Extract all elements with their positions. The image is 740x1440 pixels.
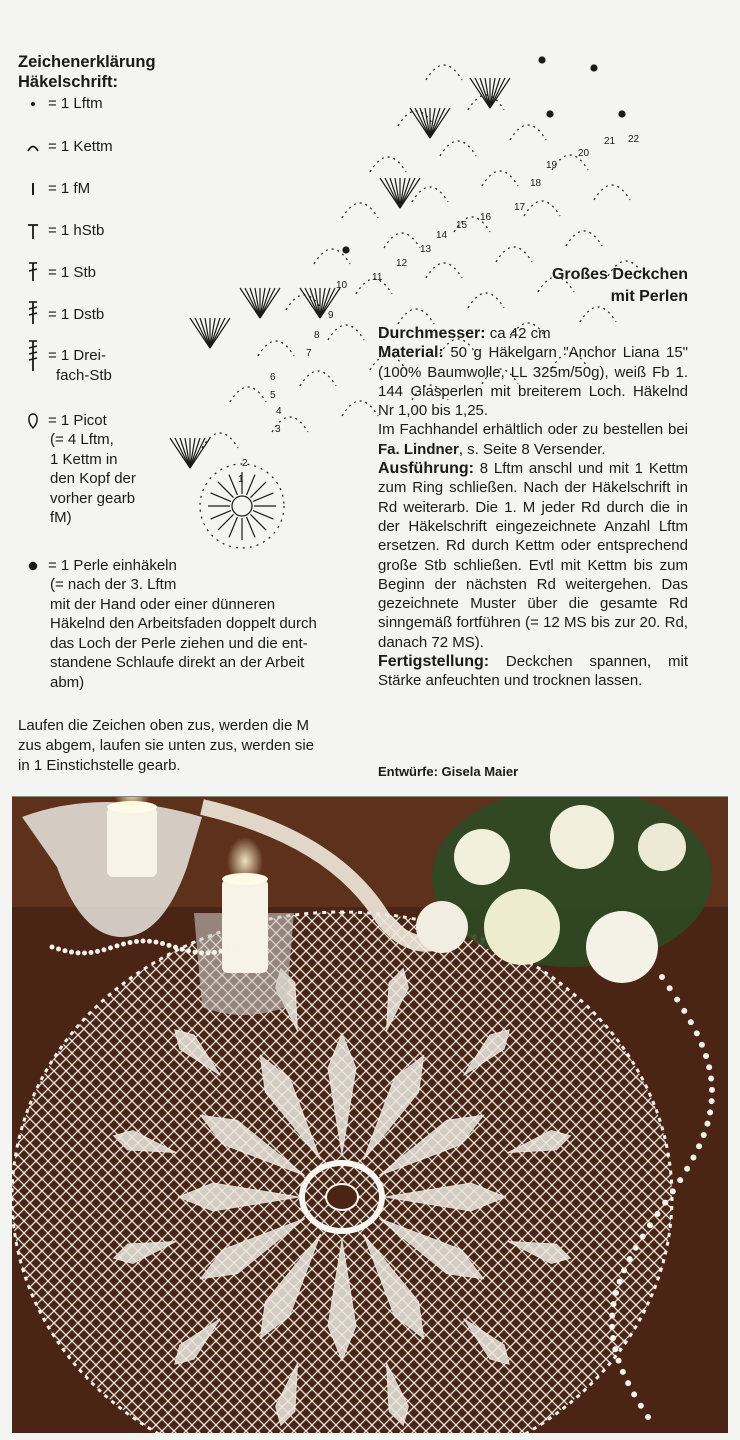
- legend-line: fM): [50, 509, 72, 526]
- article-headline: Großes Deckchen mit Perlen: [551, 266, 688, 305]
- legend-line: fach-Stb: [56, 367, 112, 384]
- legend-line: (= 4 Lftm,: [50, 431, 114, 448]
- round-number-label: 12: [396, 258, 408, 269]
- round-number-label: 10: [336, 280, 348, 291]
- legend-line: vorher gearb: [50, 489, 136, 507]
- round-number-label: 19: [546, 160, 558, 171]
- round-number-label: 7: [306, 348, 312, 359]
- bar-icon: [18, 179, 48, 198]
- legend-line: 1 Kettm in: [50, 450, 118, 468]
- round-number-label: 3: [275, 424, 281, 435]
- round-number-label: 20: [578, 148, 590, 159]
- round-number-label: 15: [456, 220, 468, 231]
- bead-icon: [18, 556, 48, 575]
- legend-item-treble: = 1 Dstb: [18, 305, 104, 324]
- legend-line: das Loch der Perle ziehen und die ent-: [50, 634, 308, 652]
- legend-line: den Kopf der: [50, 470, 136, 487]
- doily-photo: [12, 796, 728, 1433]
- round-number-label: 13: [420, 244, 432, 255]
- round-number-label: 6: [270, 372, 276, 383]
- t-icon: [18, 221, 48, 240]
- round-number-label: 4: [276, 406, 282, 417]
- material-section: Material: 50 g Häkelgarn "Anchor Liana 15" (100% Baumwolle, LL 325m/50g), weiß Fb 1. 144 Glasperlen mit breiterem Loch. Häkelnd Nr 1,00 bis 1,25.: [378, 344, 688, 420]
- legend-line: abm): [50, 673, 85, 691]
- legend-item-double: = 1 Stb: [18, 263, 96, 282]
- round-number-label: 14: [436, 230, 448, 241]
- legend-item-triple-treble: = 1 Drei-: [18, 346, 106, 365]
- stitch-note: Laufen die Zeichen oben zus, werden die M zus abgem, laufen sie unten zus, werden sie in 1 Einstichstelle gearb.: [18, 717, 315, 774]
- finish-section: Fertigstellung: Deckchen spannen, mit Stärke anfeuchten und trocknen lassen.: [378, 653, 688, 690]
- legend-item-picot: = 1 Picot: [18, 411, 107, 430]
- legend-item-bead: = 1 Perle einhäkeln: [18, 556, 177, 575]
- round-number-label: 11: [372, 272, 383, 283]
- legend-title: Zeichenerklärung Häkelschrift:: [18, 53, 156, 91]
- round-number-label: 18: [530, 178, 542, 189]
- legend-line: mit der Hand oder einer dünneren: [50, 595, 276, 613]
- arc-icon: [18, 137, 48, 156]
- legend-line: standene Schlaufe direkt an der Arbeit: [50, 654, 305, 671]
- round-number-label: 9: [328, 310, 334, 321]
- legend-line: Häkelnd den Arbeitsfaden doppelt durch: [50, 615, 317, 632]
- round-number-label: 2: [242, 458, 248, 469]
- diameter-section: Durchmesser: ca 42 cm: [378, 325, 551, 342]
- legend-item-half-double: = 1 hStb: [18, 221, 104, 240]
- legend-item-slip-stitch: = 1 Kettm: [18, 137, 113, 156]
- round-number-label: 5: [270, 390, 276, 401]
- legend-line: (= nach der 3. Lftm: [50, 576, 177, 593]
- round-number-label: 16: [480, 212, 492, 223]
- photo-illustration: [12, 797, 728, 1433]
- supplier-section: Im Fachhandel erhältlich oder zu bestellen bei Fa. Lindner, s. Seite 8 Versender.: [378, 421, 688, 458]
- round-number-label: 17: [514, 202, 526, 213]
- dot-icon: [18, 94, 48, 113]
- execution-section: Ausführung: 8 Lftm anschl und mit 1 Kettm zum Ring schließen. Nach der Häkelschrift in Rd weiterarb. Die 1. M jeder Rd durch die in der Häkelschrift eingezeichnete Anzahl Lftm ersetzen. Rd durch Kettm oder entsprechend große Stb schließen. Evtl mit Kettm bis zum Beginn der nächsten Rd weitergehen. Das gezeichnete Muster über die gesamte Rd sinngemäß fortführen (= 12 MS bis zur 20. Rd, danach 72 MS).: [378, 460, 688, 651]
- article-body: [378, 324, 688, 691]
- round-number-label: 1: [238, 474, 244, 485]
- legend-item-chain: = 1 Lftm: [18, 94, 103, 113]
- triple-cross-icon: [18, 346, 48, 365]
- picot-icon: [18, 411, 48, 430]
- round-number-label: 8: [314, 330, 320, 341]
- cross-icon: [18, 263, 48, 282]
- round-number-label: 22: [628, 134, 640, 145]
- legend-item-single-crochet: = 1 fM: [18, 179, 90, 198]
- double-cross-icon: [18, 305, 48, 324]
- design-credit: Entwürfe: Gisela Maier: [378, 764, 519, 779]
- round-number-label: 21: [604, 136, 616, 147]
